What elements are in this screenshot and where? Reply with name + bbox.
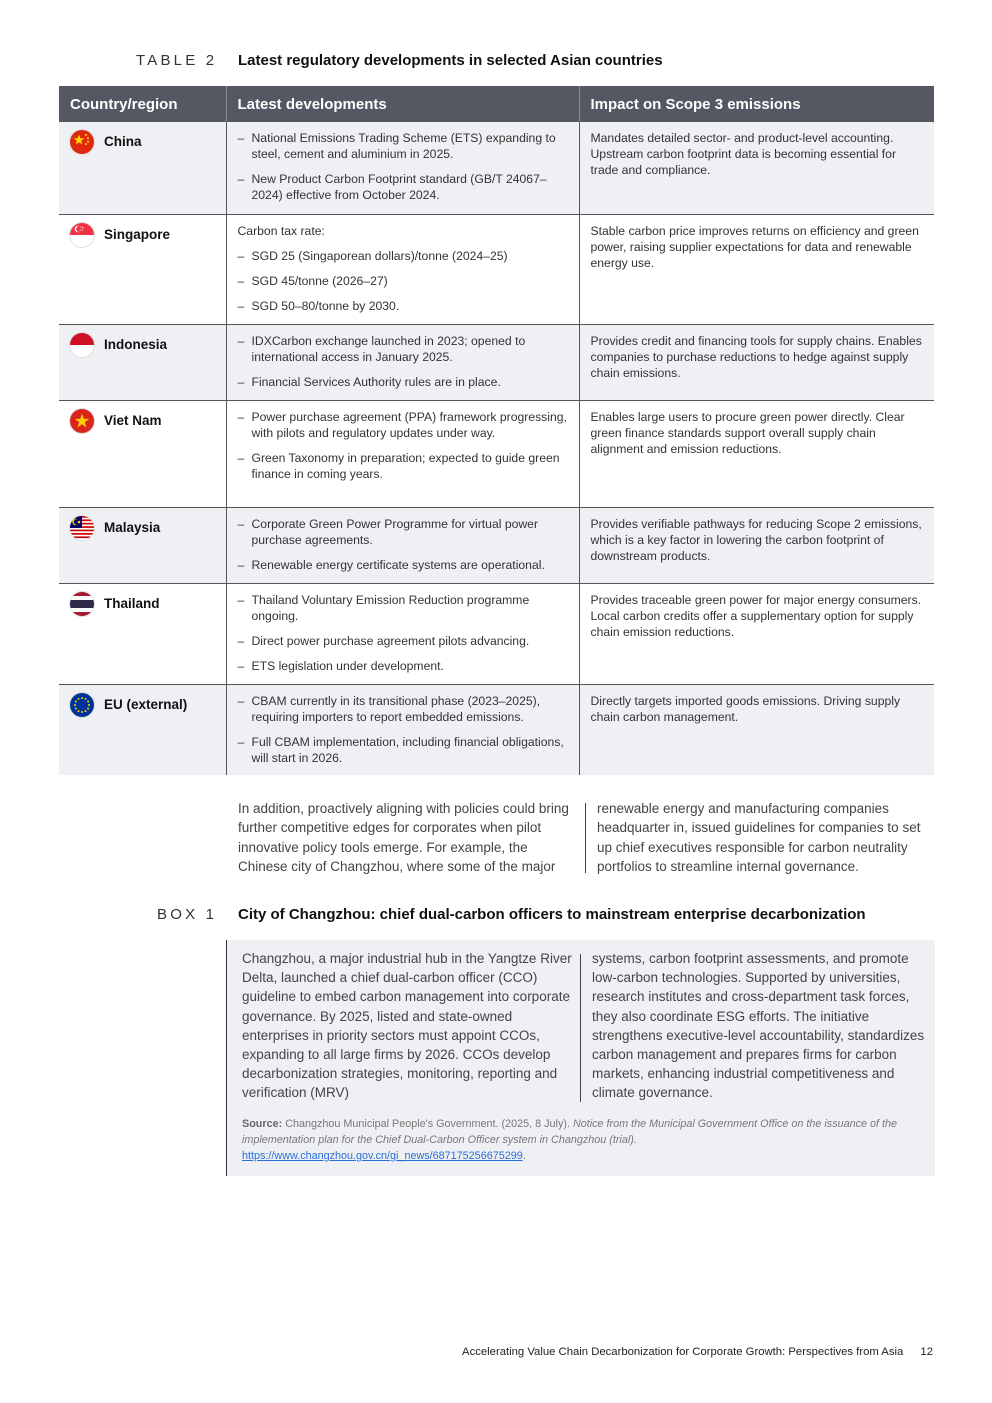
source-label: Source: xyxy=(242,1118,283,1130)
source-title: Notice from the Municipal Government Office on the issuance of the implementation plan for the Chief Dual-Carbon Officer system in Changzhou (trial). xyxy=(242,1118,898,1146)
box-text-left: Changzhou, a major industrial hub in the Yangtze River Delta, launched a chief dual-carbon officer (CCO) guideline to embed carbon management into corporate governance. By 2025, listed and state-owned enterprises in priority sectors must appoint CCOs, expanding to all large firms by 2026. CCOs develop decarbonization strategies, monitoring, reporting and verification (MRV) xyxy=(242,951,572,1101)
impact-cell: Enables large users to procure green power directly. Clear green finance standards support overall supply chain alignment and emission reductions. xyxy=(579,400,934,507)
country-cell xyxy=(59,214,226,324)
country-name: Thailand xyxy=(104,595,160,611)
case-study-box xyxy=(226,940,935,1176)
developments-cell xyxy=(226,214,579,324)
developments-cell xyxy=(226,583,579,684)
page-footer xyxy=(0,1346,933,1358)
header-country: Country/region xyxy=(59,86,226,122)
list-item: – CBAM currently in its transitional phase (2023–2025), requiring importers to report embedded emissions. xyxy=(238,693,569,725)
body-text-left: In addition, proactively aligning with policies could bring further competitive edges for corporates when pilot innovative policy tools emerge. For example, the Chinese city of Changzhou, where some of the major xyxy=(238,801,569,875)
list-item: – SGD 45/tonne (2026–27) xyxy=(238,273,569,289)
thailand-flag-icon xyxy=(70,592,94,616)
country-name: Indonesia xyxy=(104,336,168,352)
header-developments: Latest developments xyxy=(226,86,579,122)
source-link[interactable]: https://www.changzhou.gov.cn/gi_news/687175256675299 xyxy=(242,1150,523,1162)
table-row xyxy=(59,684,934,775)
developments-cell xyxy=(226,684,579,775)
carbon-tax-intro: Carbon tax rate: xyxy=(237,223,325,238)
impact-cell: Directly targets imported goods emissions. Driving supply chain carbon management. xyxy=(579,684,934,775)
country-name: Viet Nam xyxy=(104,412,162,428)
box-text-right: systems, carbon footprint assessments, and promote low-carbon technologies. Supported by universities, research institutes and cross-department task forces, they also coordinate ESG efforts. The initiative strengthens executive-level accountability, standardizes carbon management and prepares firms for carbon markets, enhancing industrial competitiveness and climate governance. xyxy=(592,951,925,1101)
table-row xyxy=(59,507,934,583)
china-flag-icon xyxy=(70,130,94,154)
list-item: – Corporate Green Power Programme for virtual power purchase agreements. xyxy=(238,516,569,548)
source-note xyxy=(242,1116,922,1164)
list-item: – SGD 50–80/tonne by 2030. xyxy=(238,298,569,314)
source-text: Changzhou Municipal People's Government. (2025, 8 July). xyxy=(285,1118,570,1130)
body-text-right: renewable energy and manufacturing companies headquarter in, issued guidelines for companies to set up chief executives responsible for carbon neutrality portfolios to streamline internal governance. xyxy=(597,801,921,875)
country-name: Malaysia xyxy=(104,519,161,535)
country-cell xyxy=(59,583,226,684)
list-item: – Green Taxonomy in preparation; expected to guide green finance in coming years. xyxy=(238,450,569,482)
malaysia-flag-icon xyxy=(70,516,94,540)
header-impact: Impact on Scope 3 emissions xyxy=(579,86,934,122)
impact-cell: Mandates detailed sector- and product-level accounting. Upstream carbon footprint data is becoming essential for trade and compliance. xyxy=(579,122,934,214)
list-item: – New Product Carbon Footprint standard (GB/T 24067–2024) effective from October 2024. xyxy=(238,171,569,203)
country-cell xyxy=(59,507,226,583)
regulatory-table xyxy=(59,86,934,775)
eu-flag-icon xyxy=(70,693,94,717)
developments-cell xyxy=(226,122,579,214)
table-label: TABLE 2 xyxy=(136,52,218,69)
list-item: – Direct power purchase agreement pilots advancing. xyxy=(238,633,569,649)
box-title: City of Changzhou: chief dual-carbon officers to mainstream enterprise decarbonization xyxy=(238,906,866,923)
list-item: – SGD 25 (Singaporean dollars)/tonne (2024–25) xyxy=(238,248,569,264)
impact-cell: Provides verifiable pathways for reducing Scope 2 emissions, which is a key factor in lowering the carbon footprint of downstream products. xyxy=(579,507,934,583)
table-row xyxy=(59,122,934,214)
list-item: – National Emissions Trading Scheme (ETS) expanding to steel, cement and aluminium in 2025. xyxy=(238,130,569,162)
page-number: 12 xyxy=(920,1346,933,1358)
body-text xyxy=(238,799,934,879)
country-name: EU (external) xyxy=(104,696,188,712)
list-item: – Thailand Voluntary Emission Reduction programme ongoing. xyxy=(238,592,569,624)
table-row xyxy=(59,400,934,507)
impact-cell: Provides traceable green power for major energy consumers. Local carbon credits offer a supplementary option for supply chain emission reductions. xyxy=(579,583,934,684)
column-divider xyxy=(585,803,586,873)
developments-cell xyxy=(226,507,579,583)
list-item: – IDXCarbon exchange launched in 2023; opened to international access in January 2025. xyxy=(238,333,569,365)
list-item: – Power purchase agreement (PPA) framework progressing, with pilots and regulatory updates under way. xyxy=(238,409,569,441)
country-cell xyxy=(59,684,226,775)
table-caption xyxy=(0,52,992,72)
list-item: – ETS legislation under development. xyxy=(238,658,569,674)
table-row xyxy=(59,214,934,324)
table-row xyxy=(59,324,934,400)
impact-cell: Stable carbon price improves returns on efficiency and green power, raising supplier expectations for data and renewable energy use. xyxy=(579,214,934,324)
country-cell xyxy=(59,324,226,400)
table-title: Latest regulatory developments in selected Asian countries xyxy=(238,52,663,69)
indonesia-flag-icon xyxy=(70,333,94,357)
list-item: – Renewable energy certificate systems are operational. xyxy=(238,557,569,573)
singapore-flag-icon xyxy=(70,223,94,247)
country-name: China xyxy=(104,134,142,149)
footer-title-bold: Accelerating Value Chain Decarbonization for Corporate Growth: xyxy=(462,1346,786,1358)
vietnam-flag-icon xyxy=(70,409,94,433)
country-name: Singapore xyxy=(104,226,171,242)
footer-title-rest: Perspectives from Asia xyxy=(788,1346,904,1358)
developments-cell xyxy=(226,400,579,507)
table-row xyxy=(59,583,934,684)
box-column-divider xyxy=(580,954,581,1102)
box-label: BOX 1 xyxy=(157,906,218,923)
country-cell xyxy=(59,400,226,507)
developments-cell xyxy=(226,324,579,400)
table-header-row xyxy=(59,86,934,122)
box-caption xyxy=(0,906,992,926)
impact-cell: Provides credit and financing tools for supply chains. Enables companies to purchase reductions to hedge against supply chain emissions. xyxy=(579,324,934,400)
source-end: . xyxy=(522,1150,526,1162)
list-item: – Financial Services Authority rules are in place. xyxy=(238,374,569,390)
list-item: – Full CBAM implementation, including financial obligations, will start in 2026. xyxy=(238,734,569,766)
country-cell xyxy=(59,122,226,214)
